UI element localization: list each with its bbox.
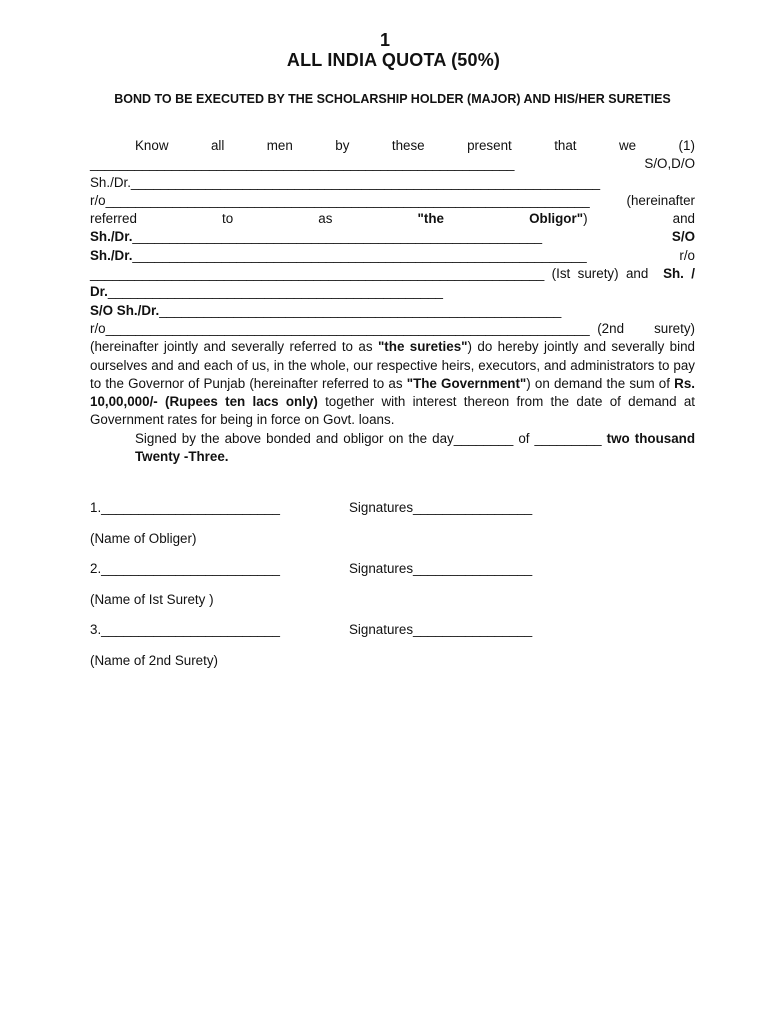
surety2-name-line: 3.________________________: [90, 622, 280, 637]
obliger-name-line: 1.________________________: [90, 500, 280, 515]
surety2-address-blank: r/o_________________________________________________________________: [90, 320, 590, 336]
bond-line-8: _____________________________________________________________ (Ist surety) and Sh. /: [90, 266, 695, 282]
obliger-signature-line: Signatures________________: [349, 500, 533, 515]
bond-paragraph-2: Signed by the above bonded and obligor on the day________ of _________ two thousand Twenty -Three.: [135, 430, 695, 465]
document-title: ALL INDIA QUOTA (50%): [286, 50, 501, 70]
signature-label-1: (Name of Obliger): [90, 531, 197, 546]
bond-line-1: Know all men by these present that we (1): [135, 138, 695, 153]
bond-line-9: Dr._____________________________________________: [90, 284, 444, 300]
obligor-name-blank: _________________________________________________________: [90, 156, 515, 172]
bond-line-2: _________________________________________________________ S/O,D/O: [90, 156, 695, 172]
obligor-address-blank: r/o_________________________________________________________________: [90, 192, 590, 208]
signature-row-2: [90, 561, 533, 576]
surety2-father-blank: ______________________________________________________: [159, 302, 562, 318]
bond-line-10: S/O Sh./Dr.______________________________________________________: [90, 302, 562, 318]
surety1-name-blank: _______________________________________________________: [132, 229, 543, 245]
surety2-name-blank: _____________________________________________: [107, 284, 444, 300]
surety2-signature-line: Signatures________________: [349, 622, 533, 637]
document-subtitle: BOND TO BE EXECUTED BY THE SCHOLARSHIP HOLDER (MAJOR) AND HIS/HER SURETIES: [114, 92, 671, 106]
surety1-signature-line: Signatures________________: [349, 561, 533, 576]
signature-label-2: (Name of Ist Surety ): [90, 592, 214, 607]
bond-line-5: referred to as "the Obligor") and: [90, 211, 695, 227]
bond-line-3: Sh./Dr._______________________________________________________________: [90, 174, 601, 190]
bond-line-4: r/o_________________________________________________________________ (hereinafter: [90, 192, 695, 208]
surety1-address-blank: _____________________________________________________________: [90, 266, 545, 282]
page-number: 1: [379, 30, 390, 50]
bond-line-7: Sh./Dr._____________________________________________________________ r/o: [90, 247, 695, 263]
signature-label-3: (Name of 2nd Surety): [90, 653, 219, 668]
bond-line-6: Sh./Dr._______________________________________________________ S/O: [90, 229, 695, 245]
surety1-father-blank: _____________________________________________________________: [132, 247, 587, 263]
bond-body: [90, 137, 695, 466]
bond-line-11: r/o_________________________________________________________________ (2nd surety): [90, 320, 695, 336]
signature-row-1: [90, 500, 533, 515]
signature-row-3: [90, 622, 533, 637]
bond-paragraph-1: (hereinafter jointly and severally referred to as "the sureties") do hereby jointly and severally bind ourselves and and each of us, in the whole, our respective heirs, executors, and administrators to pay to the Governor of Punjab (hereinafter referred to as "The Government") on demand the sum of Rs. 10,00,000/- (Rupees ten lacs only) together with interest thereon from the date of demand at Government rates for being in force on Govt. loans.: [90, 339, 695, 428]
surety1-name-line: 2.________________________: [90, 561, 280, 576]
